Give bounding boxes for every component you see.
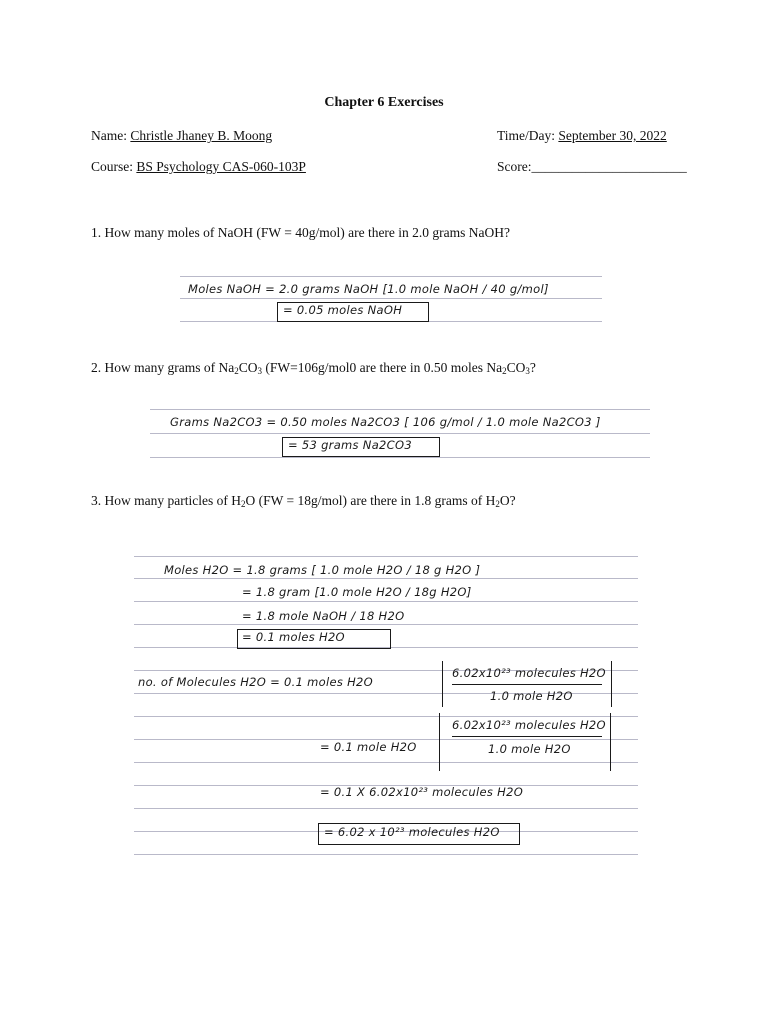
question-text-part: How many grams of Na (104, 360, 235, 375)
time-label: Time/Day: (497, 128, 559, 143)
course-value: BS Psychology CAS-060-103P (136, 159, 306, 174)
answer-3-work-line-4: = 0.1 moles H2O (242, 630, 345, 644)
subscript: 3 (525, 366, 530, 376)
subscript: 3 (257, 366, 262, 376)
question-text: How many moles of NaOH (FW = 40g/mol) are there in 2.0 grams NaOH? (104, 225, 511, 240)
question-text-part: ? (529, 360, 536, 375)
answer-3-fraction-2-denominator: 1.0 mole H2O (488, 742, 571, 756)
course-label: Course: (91, 159, 137, 174)
answer-3-multiply-line: = 0.1 X 6.02x10²³ molecules H2O (320, 785, 524, 799)
answer-3-substitution-line: = 0.1 mole H2O (320, 740, 417, 754)
question-2 (91, 360, 536, 376)
answer-3-final-result: = 6.02 x 10²³ molecules H2O (324, 825, 500, 839)
score-label: Score: (497, 159, 532, 174)
question-3 (91, 493, 516, 509)
subscript: 2 (502, 366, 507, 376)
name-line (91, 128, 272, 144)
question-1 (91, 225, 510, 241)
subscript: 2 (234, 366, 239, 376)
handwritten-answer-1 (180, 272, 602, 324)
question-text-part: (FW=106g/mol0 are there in 0.50 moles Na (262, 360, 503, 375)
fraction-bar (452, 736, 602, 737)
question-text-part: How many particles of H (104, 493, 241, 508)
answer-3-work-line-2: = 1.8 gram [1.0 mole H2O / 18g H2O] (242, 585, 472, 599)
answer-3-fraction-1-numerator: 6.02x10²³ molecules H2O (452, 666, 606, 680)
answer-3-work-line-1: Moles H2O = 1.8 grams [ 1.0 mole H2O / 18 g H2O ] (164, 563, 481, 577)
score-line (497, 159, 687, 175)
course-line (91, 159, 306, 175)
question-number: 3. (91, 493, 102, 508)
answer-3-molecules-line: no. of Molecules H2O = 0.1 moles H2O (138, 675, 374, 689)
subscript: 2 (495, 499, 500, 509)
fraction-bar (452, 684, 602, 685)
question-text-part: O? (499, 493, 516, 508)
question-text-part: CO (506, 360, 526, 375)
score-value: _______________________ (531, 159, 687, 174)
question-number: 1. (91, 225, 102, 240)
answer-3-fraction-1-denominator: 1.0 mole H2O (490, 689, 573, 703)
question-text-part: CO (238, 360, 258, 375)
time-day-line (497, 128, 667, 144)
question-text-part: O (FW = 18g/mol) are there in 1.8 grams of H (245, 493, 496, 508)
question-number: 2. (91, 360, 102, 375)
handwritten-answer-2 (150, 406, 650, 460)
answer-1-result: = 0.05 moles NaOH (283, 303, 403, 317)
subscript: 2 (240, 499, 246, 509)
answer-3-fraction-2-numerator: 6.02x10²³ molecules H2O (452, 718, 606, 732)
answer-2-work-line: Grams Na2CO3 = 0.50 moles Na2CO3 [ 106 g/mol / 1.0 mole Na2CO3 ] (170, 415, 601, 429)
handwritten-answer-3 (134, 553, 638, 863)
answer-3-work-line-3: = 1.8 mole NaOH / 18 H2O (242, 609, 405, 623)
name-label: Name: (91, 128, 131, 143)
time-value: September 30, 2022 (558, 128, 667, 143)
answer-1-work-line: Moles NaOH = 2.0 grams NaOH [1.0 mole NaOH / 40 g/mol] (188, 282, 549, 296)
page-title: Chapter 6 Exercises (324, 95, 444, 110)
name-value: Christle Jhaney B. Moong (130, 128, 273, 143)
answer-2-result: = 53 grams Na2CO3 (288, 438, 412, 452)
